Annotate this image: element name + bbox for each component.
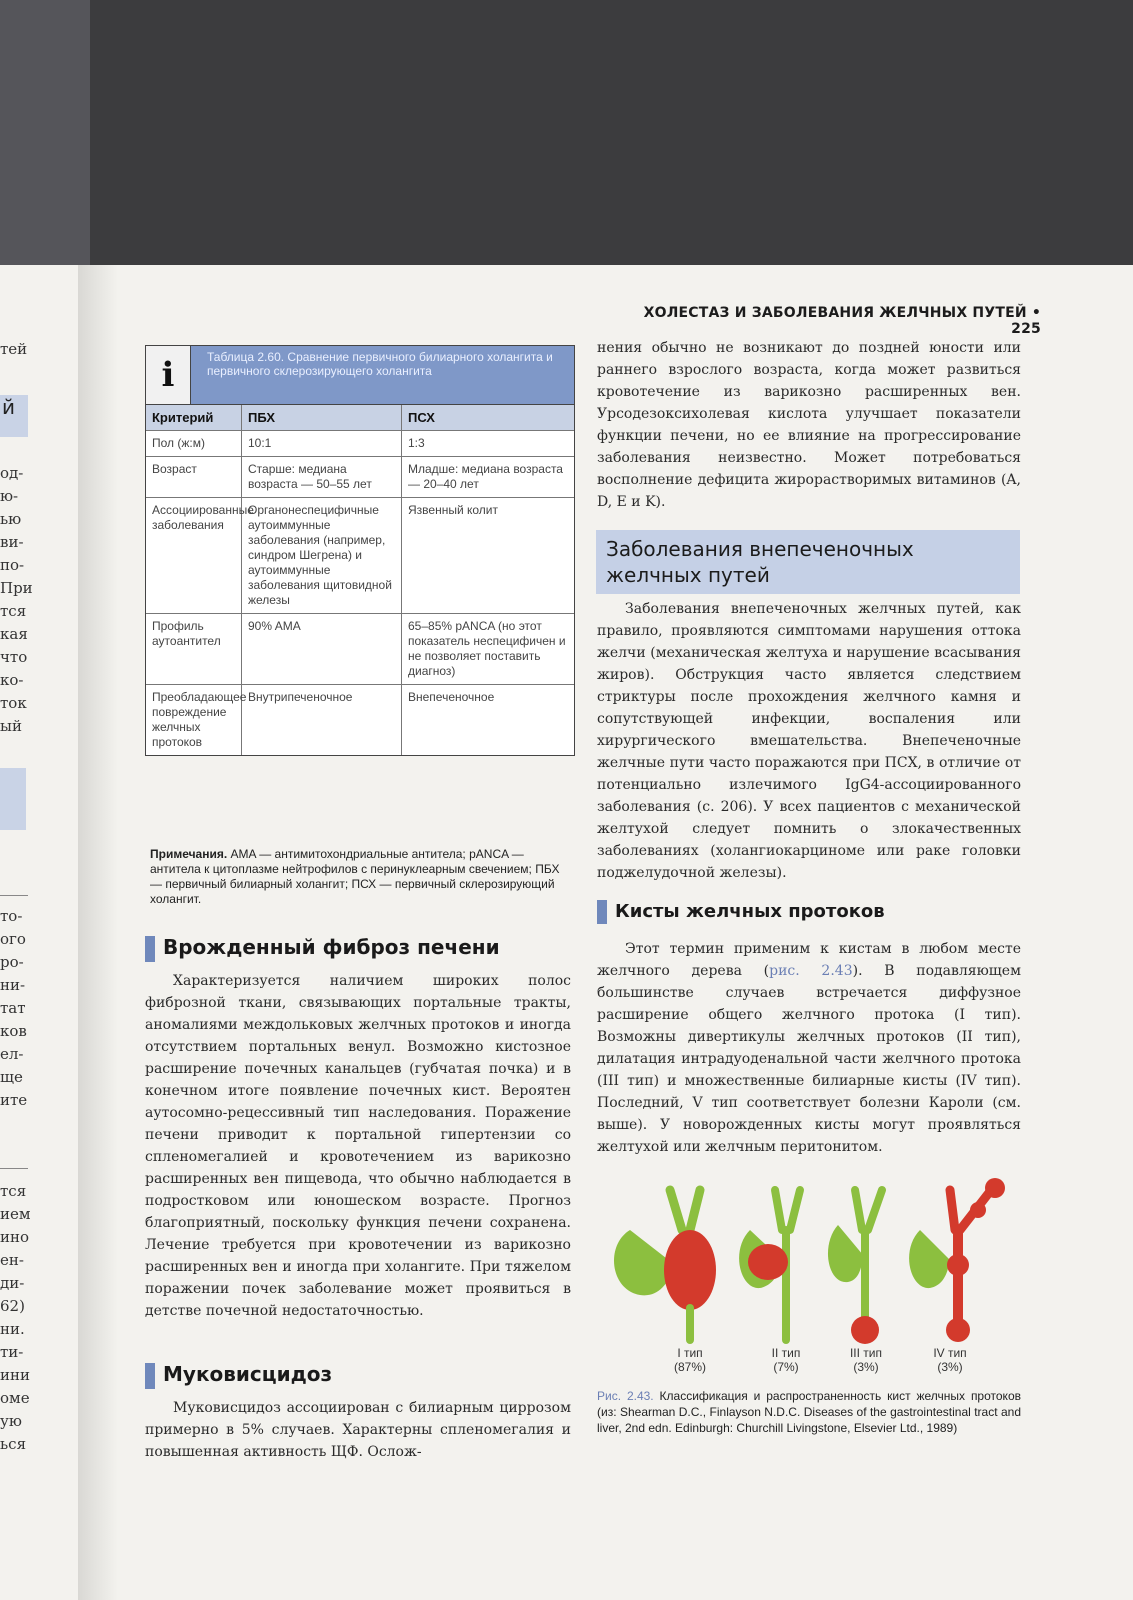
fragment-line: тей — [0, 340, 28, 358]
previous-page-fragment-3 — [0, 905, 40, 1112]
paragraph: Характеризуется наличием широких полос фиброзной ткани, связывающих портальные тракты, аномалиями междольковых желчных протоков и иногда отсутствием портальных венул. Возможно кистозное расширение почечных канальцев (губчатая почка) и в конечном итоге появление почечных кист. Вероятен аутосомно-рецессивный тип наследования. Поражение печени приводит к портальной гипертензии со спленомегалией и кровотечением из варикозно расширенных вен пищевода, что обычно наблюдается в подростковом или юношеском возрасте. Прогноз благоприятный, поскольку функция печени сохранена. Лечение требуется при кровотечении из варикозно расширенных вен и иногда при холангите. При тяжелом поражении почек заболевание может проявиться в детстве почечной недостаточностью. — [145, 973, 571, 1319]
paragraph: Муковисцидоз ассоциирован с билиарным циррозом примерно в 5% случаев. Характерны спленомегалия и повышенная активность ЩФ. Ослож- — [145, 1400, 571, 1460]
column-header: ПБХ — [242, 405, 402, 430]
paragraph: Заболевания внепеченочных желчных путей, как правило, проявляются симптомами нарушения оттока желчи (механическая желтуха и нарушение всасывания жиров). Обструкция часто является следствием стриктуры после прохождения желчного камня и сопутствующей инфекции, воспаления или хирургического вмешательства. Внепеченочные желчные пути часто поражаются при ПСХ, в отличие от потенциально излечимого IgG4-ассоциированного заболевания (с. 206). У всех пациентов с механической желтухой следует помнить о злокачественных заболеваниях (холангиокарциноме или раке головки поджелудочной железы). — [597, 601, 1021, 881]
section-heading-choledochal-cysts — [597, 900, 1021, 924]
text-run: ). В подавляющем большинстве случаев встречается диффузное расширение общего желчного протока (I тип). Возможны дивертикулы желчных протоков (II тип), дилатация интрадуоденальной части желчного протока (III тип) и множественные билиарные кисты (IV тип). Последний, V тип соответствует болезни Кароли (см. выше). У новорожденных кисты могут проявляться желтухой или желчным перитонитом. — [597, 963, 1021, 1155]
previous-page-fragment-2 — [0, 462, 40, 738]
table-cell: Внепеченочное — [408, 690, 495, 704]
heading-bar — [145, 1363, 155, 1389]
type-percent: (87%) — [673, 1360, 706, 1374]
notes-text: AMA — антимитохондриальные антитела; pANCA — антитела к цитоплазме нейтрофилов с перинуклеарным свечением; ПБХ — первичный билиарный холангит; ПСХ — первичный склерозирующий холангит. — [150, 847, 560, 906]
scan-highlight — [0, 0, 90, 265]
info-icon: i — [146, 346, 191, 404]
table-cell: 90% AMA — [242, 614, 402, 684]
type-name: II тип — [771, 1346, 801, 1360]
fragment-line: ую — [0, 1412, 22, 1430]
notes-label: Примечания. — [150, 847, 228, 861]
scan-dark-margin — [0, 0, 1133, 265]
figure-caption — [597, 1388, 1021, 1436]
cyst-type-iii-drawing — [828, 1190, 882, 1344]
fragment-line: й — [2, 395, 15, 419]
previous-page-tab-2 — [0, 768, 26, 830]
table-cell: 1:3 — [408, 436, 425, 450]
previous-page-fragment-4 — [0, 1180, 40, 1456]
page-fold-shadow — [78, 265, 118, 1600]
fragment-line: ого — [0, 930, 26, 948]
fragment-line: ви- — [0, 533, 24, 551]
fragment-line: 62) — [0, 1297, 25, 1315]
table-cell: Профиль аутоантител — [146, 614, 242, 684]
table-row — [146, 431, 574, 457]
fragment-line: ю- — [0, 487, 19, 505]
text-run: Этот термин применим к кистам в любом месте желчного дерева ( — [597, 941, 1021, 979]
fragment-line: ел- — [0, 1045, 24, 1063]
table-row — [146, 614, 574, 685]
table-row — [146, 457, 574, 498]
fragment-line: ток — [0, 694, 27, 712]
fragment-line: ите — [0, 1091, 28, 1109]
table-cell: Младше: медиана возраста — 20–40 лет — [408, 462, 563, 491]
section-body-congenital-fibrosis — [145, 970, 571, 1322]
fragment-line: од- — [0, 464, 24, 482]
table-cell: Пол (ж:м) — [146, 431, 242, 456]
fragment-line: ди- — [0, 1274, 25, 1292]
previous-page-rule — [0, 1168, 28, 1169]
previous-page-tab-1 — [0, 395, 28, 437]
comparison-table — [145, 345, 575, 756]
type-name: I тип — [677, 1346, 703, 1360]
table-cell: Старше: медиана возраста — 50–55 лет — [242, 457, 402, 497]
continuation-paragraph — [597, 337, 1021, 513]
heading-bar — [597, 900, 607, 924]
fragment-line: что — [0, 648, 28, 666]
table-notes — [150, 847, 570, 907]
table-column-headers — [146, 405, 574, 431]
table-row — [146, 685, 574, 755]
column-header: Критерий — [146, 405, 242, 430]
fragment-line: тся — [0, 602, 27, 620]
heading-bar — [145, 936, 155, 962]
table-cell: Язвенный колит — [408, 503, 498, 517]
cyst-type-ii-drawing — [739, 1190, 800, 1340]
fragment-line: ков — [0, 1022, 27, 1040]
cyst-type-iv-drawing — [909, 1178, 1005, 1342]
section-title: Муковисцидоз — [163, 1362, 333, 1386]
section-body-cystic-fibrosis — [145, 1397, 571, 1463]
cyst-type-i-drawing — [614, 1190, 716, 1340]
fragment-line: по- — [0, 556, 25, 574]
table-header-band — [146, 346, 574, 405]
fragment-line: тат — [0, 999, 26, 1017]
table-title: Таблица 2.60. Сравнение первичного билиарного холангита и первичного склерозирующего холангита — [207, 350, 553, 378]
fragment-line: ще — [0, 1068, 23, 1086]
caption-lead: Рис. 2.43. — [597, 1389, 654, 1403]
fragment-line: тся — [0, 1182, 27, 1200]
section-title: Кисты желчных протоков — [615, 901, 885, 922]
fragment-line: ый — [0, 717, 22, 735]
table-cell: Возраст — [146, 457, 242, 497]
table-cell: 10:1 — [242, 431, 402, 456]
cyst-type-label — [660, 1346, 720, 1374]
section-title: Врожденный фиброз печени — [163, 935, 500, 959]
type-percent: (7%) — [773, 1360, 799, 1374]
table-cell: Органонеспецифичные аутоиммунные заболевания (например, синдром Шегрена) и аутоиммунные заболевания щитовидной железы — [242, 498, 402, 613]
section-heading-congenital-fibrosis — [145, 934, 575, 962]
type-percent: (3%) — [853, 1360, 879, 1374]
paragraph — [597, 938, 1021, 1158]
table-cell: Преобладающее повреждение желчных протоков — [146, 685, 242, 755]
cyst-type-label — [756, 1346, 816, 1374]
section-body-choledochal-cysts — [597, 938, 1021, 1158]
fragment-line: то- — [0, 907, 23, 925]
figure-choledochal-cyst-types — [600, 1170, 1020, 1380]
fragment-line: При — [0, 579, 33, 597]
section-body-extrahepatic — [597, 598, 1021, 884]
running-head: ХОЛЕСТАЗ И ЗАБОЛЕВАНИЯ ЖЕЛЧНЫХ ПУТЕЙ • 225 — [643, 305, 1041, 337]
fragment-line: кая — [0, 625, 28, 643]
fragment-line: ро- — [0, 953, 24, 971]
section-heading-cystic-fibrosis — [145, 1361, 575, 1389]
fragment-line: ко- — [0, 671, 24, 689]
caption-text: Классификация и распространенность кист желчных протоков (из: Shearman D.C., Finlayson N.D.C. Diseases of the gastrointestinal tract and liver, 2nd edn. Edinburgh: Churchill Livingstone, Elsevier Ltd., 1989) — [597, 1389, 1021, 1435]
fragment-line: ино — [0, 1228, 30, 1246]
section-heading-extrahepatic: Заболевания внепеченочных желчных путей — [596, 530, 1020, 594]
type-name: III тип — [849, 1346, 883, 1360]
type-name: IV тип — [933, 1346, 967, 1360]
table-cell: 65–85% pANCA (но этот показатель неспецифичен и не позволяет поставить диагноз) — [408, 619, 566, 678]
cyst-type-label — [920, 1346, 980, 1374]
table-row — [146, 498, 574, 614]
fragment-line: ти- — [0, 1343, 24, 1361]
figure-reference-link[interactable]: рис. 2.43 — [769, 963, 853, 979]
column-header: ПСХ — [408, 410, 435, 425]
cyst-type-label — [836, 1346, 896, 1374]
fragment-line: ен- — [0, 1251, 24, 1269]
paragraph: нения обычно не возникают до поздней юности или раннего взрослого возраста, когда может развиться кровотечение из варикозно расширенных вен. Урсодезоксихолевая кислота улучшает показатели функции печени, но ее влияние на прогрессирование заболевания неизвестно. Может потребоваться восполнение дефицита жирорастворимых витаминов (A, D, E и K). — [597, 340, 1021, 510]
fragment-line: ни- — [0, 976, 26, 994]
previous-page-rule — [0, 895, 28, 896]
table-cell: Ассоциированные заболевания — [146, 498, 242, 613]
fragment-line: ью — [0, 510, 22, 528]
fragment-line: ни. — [0, 1320, 25, 1338]
previous-page-fragment-1 — [0, 338, 40, 361]
fragment-line: ини — [0, 1366, 30, 1384]
type-percent: (3%) — [937, 1360, 963, 1374]
fragment-line: оме — [0, 1389, 30, 1407]
table-cell: Внутрипеченочное — [242, 685, 402, 755]
fragment-line: ься — [0, 1435, 27, 1453]
fragment-line: ием — [0, 1205, 31, 1223]
